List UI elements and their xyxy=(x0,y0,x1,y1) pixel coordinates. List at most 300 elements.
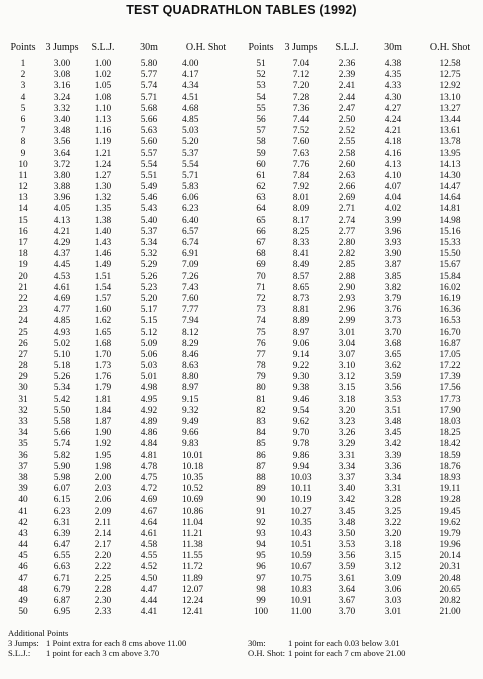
table-cell: 24 xyxy=(18,316,28,327)
table-cell: 4.21 xyxy=(53,226,71,237)
table-cell: 5.34 xyxy=(53,383,71,394)
table-cell: 5.17 xyxy=(140,305,158,316)
table-cell: 57 xyxy=(256,126,266,137)
table-cell: 7.60 xyxy=(292,137,310,148)
table-row xyxy=(246,462,482,473)
table-cell: 8.97 xyxy=(182,383,199,394)
table-cell: 3.31 xyxy=(384,484,402,495)
table-cell: 7.92 xyxy=(292,182,310,193)
page-title: TEST QUADRATHLON TABLES (1992) xyxy=(126,3,357,17)
table-cell: 5.37 xyxy=(140,226,158,237)
table-cell: 3.09 xyxy=(384,573,402,584)
table-row xyxy=(246,372,482,383)
table-cell: 23 xyxy=(18,305,28,316)
table-cell: 5.46 xyxy=(140,193,158,204)
table-cell: 20.65 xyxy=(439,584,461,595)
table-row xyxy=(6,316,246,327)
table-cell: 4.86 xyxy=(140,428,158,439)
table-cell: 3.24 xyxy=(53,92,71,103)
table-cell: 2.28 xyxy=(94,584,112,595)
table-cell: 66 xyxy=(256,226,266,237)
table-cell: 4.24 xyxy=(384,114,402,125)
table-cell: 39 xyxy=(18,484,28,495)
table-row xyxy=(246,451,482,462)
table-cell: 17.22 xyxy=(439,361,461,372)
table-cell: 4.27 xyxy=(384,103,402,114)
table-cell: 1.24 xyxy=(94,159,112,170)
table-cell: 53 xyxy=(256,81,266,92)
table-cell: 2.74 xyxy=(338,215,356,226)
table-cell: 11.04 xyxy=(182,517,203,528)
table-cell: 2.60 xyxy=(338,159,356,170)
table-cell: 71 xyxy=(256,282,266,293)
table-cell: 5.20 xyxy=(182,137,199,148)
table-cell: 1.76 xyxy=(94,372,112,383)
table-cell: 3.64 xyxy=(338,584,356,595)
additional-points xyxy=(8,628,478,658)
table-cell: 2.36 xyxy=(338,59,356,69)
table-cell: 7.60 xyxy=(182,293,199,304)
table-cell: 78 xyxy=(256,361,266,372)
table-cell: 4.78 xyxy=(140,461,158,472)
table-cell: 10.86 xyxy=(182,506,204,517)
table-cell: 8.29 xyxy=(182,338,199,349)
table-cell: 9.62 xyxy=(292,417,310,427)
table-cell: 3.03 xyxy=(384,596,402,606)
table-row xyxy=(6,149,246,160)
table-row xyxy=(246,473,482,484)
table-row xyxy=(246,149,482,160)
table-cell: 3.20 xyxy=(338,405,356,416)
table-cell: 3.70 xyxy=(384,327,402,338)
table-cell: 6.23 xyxy=(182,204,199,215)
table-cell: 15.50 xyxy=(439,249,461,260)
slj-label: S.L.J.: xyxy=(8,648,31,658)
table-cell: 9.54 xyxy=(292,405,310,416)
table-cell: 5.03 xyxy=(182,126,199,137)
table-cell: 5.40 xyxy=(140,215,158,226)
table-row xyxy=(6,406,246,417)
table-row xyxy=(246,204,482,215)
table-cell: 42 xyxy=(18,517,28,528)
table-cell: 4.34 xyxy=(182,81,199,92)
table-cell: 3.39 xyxy=(384,450,402,461)
table-cell: 6.91 xyxy=(182,249,199,260)
table-cell: 35 xyxy=(18,439,28,450)
table-cell: 10.19 xyxy=(290,495,312,506)
table-cell: 5.09 xyxy=(140,338,158,349)
table-cell: 7.77 xyxy=(182,305,199,316)
table-cell: 3.53 xyxy=(338,540,356,551)
table-cell: 5.03 xyxy=(140,361,158,372)
table-cell: 10.75 xyxy=(290,573,312,584)
table-cell: 41 xyxy=(18,506,28,517)
table-row xyxy=(246,596,482,607)
column-header: O.H. Shot xyxy=(429,42,471,53)
table-cell: 3.15 xyxy=(338,383,356,394)
table-cell: 3.12 xyxy=(384,562,402,573)
table-cell: 10.35 xyxy=(182,472,204,483)
table-right-half xyxy=(246,37,482,618)
table-cell: 3.01 xyxy=(338,327,356,338)
table-cell: 1.81 xyxy=(94,394,112,405)
table-row xyxy=(6,361,246,372)
table-cell: 14.13 xyxy=(439,159,461,170)
table-cell: 4.17 xyxy=(182,70,199,81)
table-row xyxy=(6,607,246,618)
table-cell: 5.58 xyxy=(53,417,71,427)
table-cell: 8.97 xyxy=(292,327,310,338)
table-cell: 2.63 xyxy=(338,170,356,181)
table-cell: 12.75 xyxy=(439,70,461,81)
table-cell: 62 xyxy=(256,182,266,193)
table-cell: 64 xyxy=(256,204,266,215)
table-cell: 3.88 xyxy=(53,182,71,193)
table-cell: 2.06 xyxy=(94,495,112,506)
table-cell: 2.41 xyxy=(338,81,356,92)
table-cell: 3.70 xyxy=(338,607,356,618)
table-cell: 1.68 xyxy=(94,338,112,349)
table-cell: 8.81 xyxy=(292,305,310,316)
table-cell: 3.22 xyxy=(384,517,402,528)
table-cell: 3.48 xyxy=(384,417,402,427)
table-cell: 5.43 xyxy=(140,204,158,215)
table-row xyxy=(246,182,482,193)
table-row xyxy=(6,507,246,518)
table-row xyxy=(6,249,246,260)
table-cell: 5.29 xyxy=(140,260,158,271)
table-cell: 1.30 xyxy=(94,182,112,193)
m30-label: 30m: xyxy=(248,638,266,648)
table-row xyxy=(246,283,482,294)
table-cell: 2.99 xyxy=(338,316,356,327)
table-cell: 10.43 xyxy=(290,528,312,539)
table-cell: 10 xyxy=(18,159,28,170)
table-cell: 1.35 xyxy=(94,204,112,215)
table-cell: 4.18 xyxy=(384,137,402,148)
table-cell: 1.51 xyxy=(94,271,112,282)
table-cell: 52 xyxy=(256,70,266,81)
table-cell: 8.33 xyxy=(292,238,310,248)
table-cell: 9.06 xyxy=(292,338,310,349)
table-cell: 3.99 xyxy=(384,215,402,226)
table-cell: 18 xyxy=(18,249,28,260)
table-cell: 4.13 xyxy=(384,159,402,170)
table-cell: 3 xyxy=(20,81,26,92)
table-cell: 3.87 xyxy=(384,260,402,271)
table-cell: 3.79 xyxy=(384,293,402,304)
table-cell: 20.31 xyxy=(439,562,461,573)
table-cell: 2.09 xyxy=(94,506,112,517)
table-cell: 4 xyxy=(20,92,26,103)
table-body-left xyxy=(6,59,246,618)
table-cell: 4.29 xyxy=(53,238,71,248)
table-cell: 14.98 xyxy=(439,215,461,226)
table-cell: 17.56 xyxy=(439,383,461,394)
table-cell: 3.31 xyxy=(338,450,356,461)
table-cell: 6.47 xyxy=(53,540,71,551)
table-cell: 14.64 xyxy=(439,193,461,204)
table-cell: 8.63 xyxy=(182,361,199,372)
table-cell: 4.85 xyxy=(182,114,199,125)
table-cell: 60 xyxy=(256,159,266,170)
table-cell: 3.64 xyxy=(53,148,71,159)
table-row xyxy=(246,59,482,70)
table-cell: 14.81 xyxy=(439,204,461,215)
table-cell: 10.35 xyxy=(290,517,312,528)
table-cell: 33 xyxy=(18,417,28,427)
column-header: 3 Jumps xyxy=(284,42,318,53)
table-row xyxy=(6,81,246,92)
table-cell: 31 xyxy=(18,394,28,405)
table-cell: 1.87 xyxy=(94,417,112,427)
table-row xyxy=(246,70,482,81)
table-cell: 72 xyxy=(256,293,266,304)
additional-line xyxy=(8,638,478,648)
table-row xyxy=(6,294,246,305)
table-cell: 48 xyxy=(18,584,28,595)
table-cell: 15.33 xyxy=(439,238,461,248)
table-cell: 1.92 xyxy=(94,439,112,450)
table-cell: 15.16 xyxy=(439,226,461,237)
table-cell: 13.10 xyxy=(439,92,461,103)
table-cell: 61 xyxy=(256,170,266,181)
table-cell: 36 xyxy=(18,450,28,461)
table-cell: 73 xyxy=(256,305,266,316)
table-cell: 1.65 xyxy=(94,327,112,338)
table-cell: 58 xyxy=(256,137,266,148)
table-cell: 3.85 xyxy=(384,271,402,282)
slj-rule: 1 point for each 3 cm above 3.70 xyxy=(46,648,160,658)
table-cell: 10.03 xyxy=(290,472,312,483)
table-cell: 1.27 xyxy=(94,170,112,181)
table-cell: 3.80 xyxy=(53,170,71,181)
table-cell: 3.90 xyxy=(384,249,402,260)
table-cell: 8.57 xyxy=(292,271,310,282)
table-row xyxy=(6,339,246,350)
table-cell: 15.84 xyxy=(439,271,461,282)
table-cell: 9.49 xyxy=(182,417,199,427)
table-cell: 18.03 xyxy=(439,417,461,427)
table-cell: 9.86 xyxy=(292,450,310,461)
table-cell: 13.44 xyxy=(439,114,461,125)
table-cell: 2.00 xyxy=(94,472,112,483)
table-cell: 2.47 xyxy=(338,103,356,114)
table-cell: 1.13 xyxy=(94,114,112,125)
table-cell: 47 xyxy=(18,573,28,584)
table-row xyxy=(246,294,482,305)
table-cell: 10.01 xyxy=(182,450,204,461)
table-cell: 8 xyxy=(20,137,26,148)
table-cell: 5.63 xyxy=(140,126,158,137)
table-cell: 34 xyxy=(18,428,28,439)
table-row xyxy=(246,574,482,585)
table-row xyxy=(246,193,482,204)
table-cell: 5.60 xyxy=(140,137,158,148)
table-cell: 87 xyxy=(256,461,266,472)
table-cell: 6.63 xyxy=(53,562,71,573)
table-row xyxy=(246,249,482,260)
table-cell: 3.10 xyxy=(338,361,356,372)
table-cell: 4.77 xyxy=(53,305,71,316)
table-cell: 19 xyxy=(18,260,28,271)
table-cell: 22 xyxy=(18,293,28,304)
table-cell: 9.22 xyxy=(292,361,310,372)
table-cell: 5.12 xyxy=(140,327,158,338)
table-cell: 3.28 xyxy=(384,495,402,506)
table-row xyxy=(6,439,246,450)
table-row xyxy=(246,104,482,115)
table-cell: 21 xyxy=(18,282,28,293)
table-cell: 4.98 xyxy=(140,383,158,394)
table-row xyxy=(6,115,246,126)
table-cell: 4.50 xyxy=(140,573,158,584)
table-cell: 5.20 xyxy=(140,293,158,304)
table-cell: 5.98 xyxy=(53,472,71,483)
table-row xyxy=(6,238,246,249)
table-row xyxy=(246,540,482,551)
table-cell: 20.14 xyxy=(439,551,461,562)
table-cell: 4.10 xyxy=(384,170,402,181)
table-row xyxy=(246,238,482,249)
table-cell: 7.43 xyxy=(182,282,199,293)
table-row xyxy=(246,495,482,506)
table-row xyxy=(6,596,246,607)
table-row xyxy=(6,473,246,484)
table-cell: 3.56 xyxy=(338,551,356,562)
table-cell: 1.46 xyxy=(94,249,112,260)
table-cell: 15 xyxy=(18,215,28,226)
table-cell: 4.69 xyxy=(140,495,158,506)
table-cell: 2.44 xyxy=(338,92,356,103)
table-row xyxy=(6,137,246,148)
table-cell: 1.95 xyxy=(94,450,112,461)
table-row xyxy=(6,283,246,294)
table-cell: 4.45 xyxy=(53,260,71,271)
table-row xyxy=(6,451,246,462)
table-cell: 4.89 xyxy=(140,417,158,427)
table-cell: 6.07 xyxy=(53,484,71,495)
table-cell: 18.59 xyxy=(439,450,461,461)
table-cell: 6.87 xyxy=(53,596,71,606)
table-cell: 2.33 xyxy=(94,607,112,618)
column-header: O.H. Shot xyxy=(185,42,227,53)
table-cell: 5.15 xyxy=(140,316,158,327)
table-cell: 5 xyxy=(20,103,26,114)
table-row xyxy=(6,395,246,406)
table-row xyxy=(246,160,482,171)
table-cell: 4.84 xyxy=(140,439,158,450)
table-cell: 1.70 xyxy=(94,349,112,360)
table-row xyxy=(246,395,482,406)
table-cell: 5.90 xyxy=(53,461,71,472)
table-cell: 5.68 xyxy=(140,103,158,114)
column-header: S.L.J. xyxy=(335,42,359,53)
table-cell: 8.80 xyxy=(182,372,199,383)
table-cell: 9.30 xyxy=(292,372,310,383)
table-cell: 11.21 xyxy=(182,528,203,539)
table-cell: 3.01 xyxy=(384,607,402,618)
table-cell: 6.57 xyxy=(182,226,199,237)
table-cell: 96 xyxy=(256,562,266,573)
table-cell: 10.18 xyxy=(182,461,204,472)
table-cell: 10.69 xyxy=(182,495,204,506)
table-cell: 6.74 xyxy=(182,238,199,248)
table-cell: 1.16 xyxy=(94,126,112,137)
table-cell: 6.71 xyxy=(53,573,71,584)
table-cell: 55 xyxy=(256,103,266,114)
table-cell: 4.55 xyxy=(140,551,158,562)
table-cell: 7.04 xyxy=(292,59,310,69)
table-cell: 7.20 xyxy=(292,81,310,92)
table-cell: 7.94 xyxy=(182,316,199,327)
table-cell: 19.79 xyxy=(439,528,461,539)
table-cell: 5.34 xyxy=(140,238,158,248)
table-cell: 1.40 xyxy=(94,226,112,237)
table-row xyxy=(246,272,482,283)
table-cell: 2.30 xyxy=(94,596,112,606)
table-cell: 7.52 xyxy=(292,126,310,137)
table-cell: 59 xyxy=(256,148,266,159)
table-cell: 11.55 xyxy=(182,551,203,562)
table-cell: 8.09 xyxy=(292,204,310,215)
table-cell: 9.46 xyxy=(292,394,310,405)
table-cell: 16.19 xyxy=(439,293,461,304)
table-cell: 3.56 xyxy=(53,137,71,148)
table-cell: 4.47 xyxy=(140,584,158,595)
table-cell: 19.62 xyxy=(439,517,461,528)
table-cell: 4.53 xyxy=(53,271,71,282)
additional-line xyxy=(8,648,478,658)
table-cell: 86 xyxy=(256,450,266,461)
table-cell: 4.16 xyxy=(384,148,402,159)
table-cell: 12.92 xyxy=(439,81,461,92)
table-cell: 8.89 xyxy=(292,316,310,327)
table-cell: 2.82 xyxy=(338,249,356,260)
table-cell: 2.77 xyxy=(338,226,356,237)
table-cell: 3.34 xyxy=(384,472,402,483)
table-cell: 49 xyxy=(18,596,28,606)
table-cell: 9.94 xyxy=(292,461,310,472)
table-cell: 9.15 xyxy=(182,394,199,405)
table-cell: 1.60 xyxy=(94,305,112,316)
table-row xyxy=(6,574,246,585)
table-cell: 2.69 xyxy=(338,193,356,204)
table-cell: 3.26 xyxy=(338,428,356,439)
table-cell: 27 xyxy=(18,349,28,360)
table-cell: 11.72 xyxy=(182,562,203,573)
table-cell: 5.57 xyxy=(140,148,158,159)
table-cell: 9.14 xyxy=(292,349,310,360)
table-cell: 4.44 xyxy=(140,596,158,606)
table-cell: 44 xyxy=(18,540,28,551)
table-row xyxy=(6,428,246,439)
table-cell: 10.51 xyxy=(290,540,312,551)
table-cell: 4.85 xyxy=(53,316,71,327)
table-row xyxy=(246,93,482,104)
table-row xyxy=(6,529,246,540)
table-cell: 19.45 xyxy=(439,506,461,517)
table-cell: 6.31 xyxy=(53,517,71,528)
table-cell: 6.23 xyxy=(53,506,71,517)
table-row xyxy=(246,428,482,439)
table-cell: 8.12 xyxy=(182,327,199,338)
table-cell: 19.11 xyxy=(439,484,461,495)
table-cell: 3.53 xyxy=(384,394,402,405)
table-cell: 3.96 xyxy=(384,226,402,237)
table-row xyxy=(246,518,482,529)
table-header-left xyxy=(6,37,246,53)
